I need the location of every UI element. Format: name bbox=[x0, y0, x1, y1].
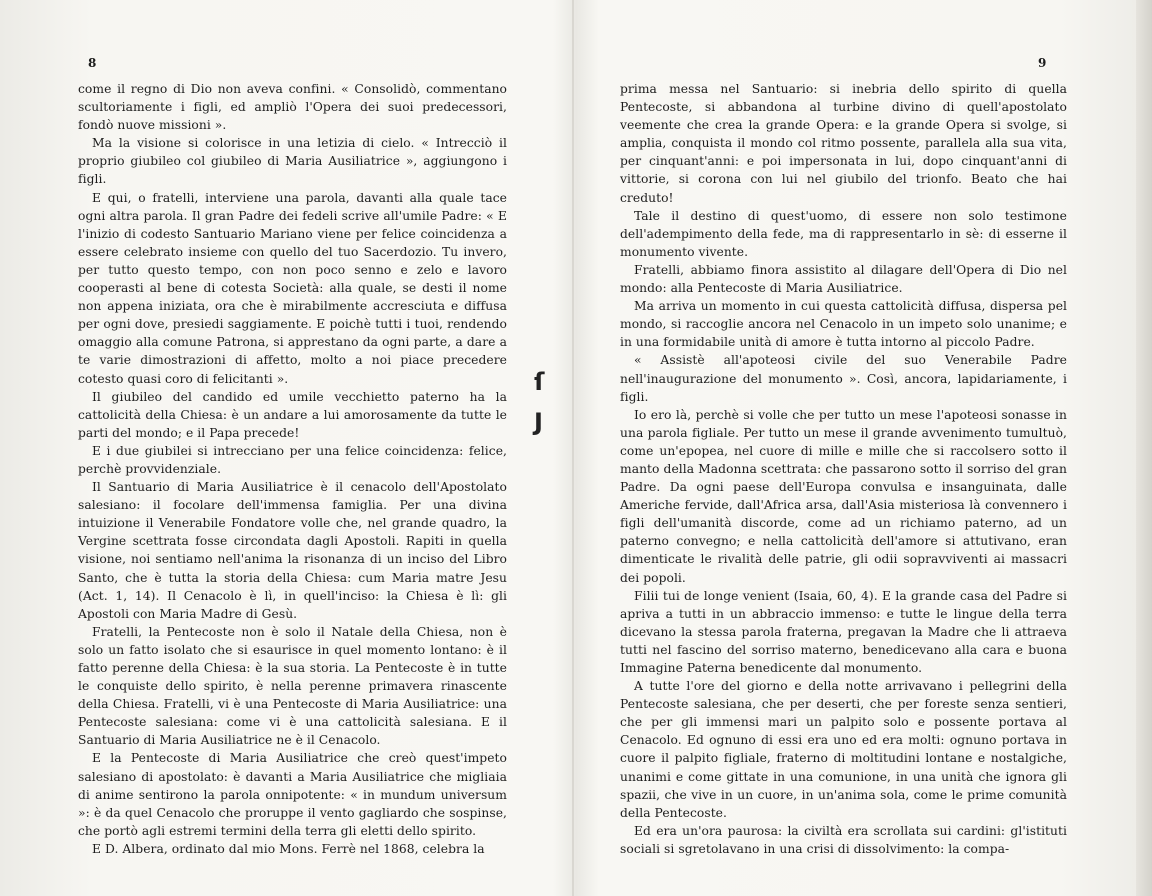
right-page bbox=[580, 0, 1152, 896]
paragraph: Io ero là, perchè si volle che per tutto un mese l'apoteosi sonasse in una parola figliale. Per tutto un mese il grande avvenimento tumultuò, come un'epopea, nel cuore di mille e mille che si raccolsero sotto il manto della Madonna scettrata: che passarono sotto il sorriso del gran Padre. Da ogni paese dell'Europa convulsa e insanguinata, dalle Americhe fervide, dall'Africa arsa, dall'Asia misteriosa là convennero i figli dell'umanità discorde, come ad un richiamo paterno, ad un paterno convegno; e nella cattolicità dell'amore si attutivano, eran dimenticate le rivalità delle patrie, gli odii sopravviventi ai massacri dei popoli. bbox=[620, 407, 1067, 585]
paragraph: E i due giubilei si intrecciano per una felice coincidenza: felice, perchè provvidenziale. bbox=[78, 443, 507, 476]
left-page-text bbox=[78, 80, 507, 858]
paragraph: A tutte l'ore del giorno e della notte arrivavano i pellegrini della Pentecoste salesiana, che per deserti, che per foreste senza sentieri, che per gli immensi mari un palpito solo e possente portava al Cenacolo. Ed ognuno di essi era uno ed era molti: ognuno portava in cuore il palpito figliale, fraterno di moltitudini lontane e nostalgiche, unanimi e come gittate in una comunione, in una unità che ignora gli spazii, che vive in un cuore, in un'anima sola, come le prime comunità della Pentecoste. bbox=[620, 679, 1067, 820]
paragraph: come il regno di Dio non aveva confini. « Consolidò, commentano scultoriamente i figli, ed ampliò l'Opera dei suoi predecessori, fondò nuove missioni ». bbox=[78, 82, 507, 133]
paragraph: Filii tui de longe venient (Isaia, 60, 4). E la grande casa del Padre si apriva a tutti in un abbraccio immenso: e tutte le lingue della terra dicevano la stessa parola fraterna, pregavan la Madre che li attraeva tutti nel fascino del sorriso materno, benedicevano alla cara e buona Immagine Paterna benedicente dal monumento. bbox=[620, 588, 1067, 675]
page-number-left: 8 bbox=[88, 56, 97, 70]
paragraph: Tale il destino di quest'uomo, di essere non solo testimone dell'adempimento della fede, ma di rappresentarlo in sè: di esserne il monumento vivente. bbox=[620, 208, 1067, 259]
paragraph: E qui, o fratelli, interviene una parola, davanti alla quale tace ogni altra parola. Il gran Padre dei fedeli scrive all'umile Padre: « E l'inizio di codesto Santuario Mariano viene per felice coincidenza a essere celebrato insieme con quello del tuo Sacerdozio. Tu invero, per tutto questo tempo, con non poco senno e zelo e lavoro cooperasti al bene di cotesta Società: alla quale, se desti il nome non appena iniziata, ora che è mirabilmente accresciuta e diffusa per ogni dove, presiedi saggiamente. E poichè tutti i tuoi, rendendo omaggio alla comune Patrona, si apprestano da ogni parte, a dare a te varie dimostrazioni di affetto, molto a noi piace precedere cotesto quasi coro di felicitanti ». bbox=[78, 190, 507, 386]
right-page-text bbox=[620, 80, 1067, 858]
paragraph: prima messa nel Santuario: si inebria dello spirito di quella Pentecoste, si abbandona al turbine divino di quell'apostolato veemente che crea la grande Opera: e la grande Opera si svolge, si amplia, conquista il mondo col ritmo possente, parallela alla sua vita, per cinquant'anni: e poi impersonata in lui, dopo cinquant'anni di vittorie, si corona con lui nel giubilo del trionfo. Beato che hai creduto! bbox=[620, 82, 1067, 205]
page-number-right: 9 bbox=[1038, 56, 1047, 70]
paragraph: Ma arriva un momento in cui questa cattolicità diffusa, dispersa pel mondo, si raccoglie ancora nel Cenacolo in un impeto solo unanime; e in una formidabile unità di amore è tutta intorno al piccolo Padre. bbox=[620, 299, 1067, 350]
paragraph: E D. Albera, ordinato dal mio Mons. Ferrè nel 1868, celebra la bbox=[92, 841, 485, 856]
left-page bbox=[0, 0, 560, 896]
paragraph: « Assistè all'apoteosi civile del suo Venerabile Padre nell'inaugurazione del monumento ». Così, ancora, lapidariamente, i figli. bbox=[620, 353, 1067, 404]
paragraph: Fratelli, la Pentecoste non è solo il Natale della Chiesa, non è solo un fatto isolato che si esaurisce in quel momento lontano: è il fatto perenne della Chiesa: è la sua storia. La Pentecoste è in tutte le conquiste dello spirito, è nella perenne primavera rinascente della Chiesa. Fratelli, vi è una Pentecoste di Maria Ausiliatrice: una Pentecoste salesiana: come vi è una cattolicità salesiana. E il Santuario di Maria Ausiliatrice ne è il Cenacolo. bbox=[78, 624, 507, 748]
paragraph: Ed era un'ora paurosa: la civiltà era scrollata sui cardini: gl'istituti sociali si sgretolavano in una crisi di dissolvimento: la compa- bbox=[620, 823, 1067, 856]
paragraph: Il giubileo del candido ed umile vecchietto paterno ha la cattolicità della Chiesa: è un andare a lui amorosamente da tutte le parti del mondo; e il Papa precede! bbox=[78, 389, 507, 440]
paragraph: Ma la visione si colorisce in una letizia di cielo. « Intrecciò il proprio giubileo col giubileo di Maria Ausiliatrice », aggiungono i figli. bbox=[78, 136, 507, 187]
paragraph: Fratelli, abbiamo finora assistito al dilagare dell'Opera di Dio nel mondo: alla Pentecoste di Maria Ausiliatrice. bbox=[620, 262, 1067, 296]
margin-handwritten-mark: ſ bbox=[534, 368, 545, 396]
paragraph: Il Santuario di Maria Ausiliatrice è il cenacolo dell'Apostolato salesiano: il focolare dell'immensa famiglia. Per una divina intuizione il Venerabile Fondatore volle che, nel grande quadro, la Vergine scettrata fosse circondata dagli Apostoli. Rapiti in quella visione, noi sentiamo nell'anima la risonanza di un inciso del Libro Santo, che è tutta la storia della Chiesa: cum Maria matre Jesu (Act. 1, 14). Il Cenacolo è lì, in quell'inciso: la Chiesa è lì: gli Apostoli con Maria Madre di Gesù. bbox=[78, 480, 507, 621]
paragraph: E la Pentecoste di Maria Ausiliatrice che creò quest'impeto salesiano di apostolato: è davanti a Maria Ausiliatrice che migliaia di anime sentirono la parola onnipotente: « in mundum universum »: è da quel Cenacolo che proruppe il vento gagliardo che sospinse, che portò agli estremi termini della terra gli eletti dello spirito. bbox=[78, 751, 507, 838]
margin-handwritten-mark: J bbox=[534, 408, 543, 436]
book-gutter bbox=[572, 0, 574, 896]
